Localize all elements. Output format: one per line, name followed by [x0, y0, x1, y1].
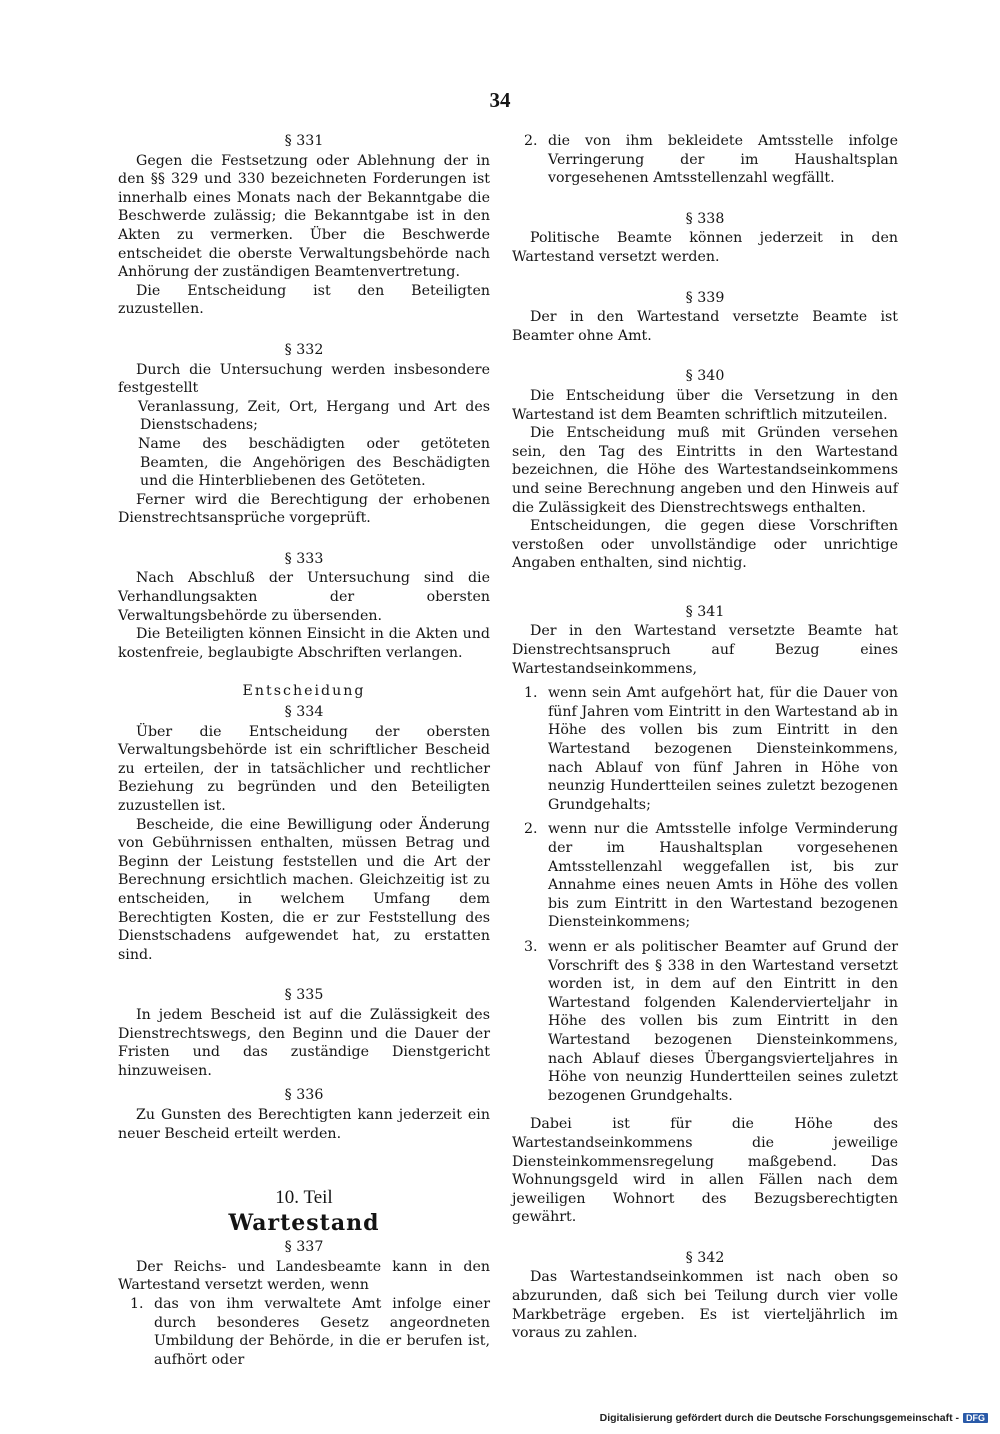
list-item: [512, 938, 898, 1105]
item-number: 2.: [524, 821, 538, 838]
paragraph: Durch die Untersuchung werden insbesondere festgestellt: [118, 361, 490, 397]
section-heading: § 339: [685, 289, 725, 306]
list-item: Veranlassung, Zeit, Ort, Hergang und Art des Dienstschadens;: [138, 398, 490, 434]
paragraph: Der in den Wartestand versetzte Beamte hat Dienstrechtsanspruch auf Bezug eines Wartestandseinkommens,: [512, 623, 898, 677]
section-342: [512, 1249, 898, 1343]
section-heading: § 331: [284, 133, 324, 149]
section-335: [118, 986, 490, 1080]
paragraph: Bescheide, die eine Bewilligung oder Änderung von Gebührnissen enthalten, müssen Betrag und Beginn der Leistung feststellen und die Art der Berechnung ersichtlich machen. Gleichzeitig ist zu entscheiden, in welchem Umfang dem Berechtigten Kosten, die er zur Feststellung des Dienstschadens aufgewendet hat, zu erstatten sind.: [118, 816, 490, 963]
digitization-credit: [600, 1412, 988, 1424]
paragraph: Ferner wird die Berechtigung der erhobenen Dienstrechtsansprüche vorgeprüft.: [118, 491, 490, 527]
list-item: [512, 820, 898, 932]
paragraph: Zu Gunsten des Berechtigten kann jederzeit ein neuer Bescheid erteilt werden.: [118, 1106, 490, 1142]
paragraph: In jedem Bescheid ist auf die Zulässigkeit des Dienstrechtswegs, den Beginn und die Dauer der Fristen und das zuständige Dienstgericht hinzuweisen.: [118, 1006, 490, 1079]
list-item: Name des beschädigten oder getöteten Beamten, die Angehörigen des Beschädigten und die Hinterbliebenen des Getöteten.: [138, 435, 490, 490]
item-text: wenn sein Amt aufgehört hat, für die Dauer von fünf Jahren vom Eintritt in den Wartestand ab in Höhe des vollen bis zum Eintritt in den Wartestand bezogenen Diensteinkommens, nach Ablauf von fünf Jahren in Höhe von neunzig Hundertteilen seines zuletzt bezogenen Grundgehalts;: [548, 685, 898, 813]
section-heading: § 341: [685, 603, 725, 620]
section-340: [512, 367, 898, 573]
section-heading: § 342: [685, 1249, 725, 1266]
section-338: [512, 210, 898, 267]
item-number: 2.: [524, 133, 538, 149]
section-334: [118, 703, 490, 964]
subheading-entscheidung: Entscheidung: [242, 683, 366, 700]
paragraph: Die Entscheidung muß mit Gründen versehen sein, den Tag des Eintritts in den Wartestand bezeichnen, die Höhe des Wartestandseinkommens und seine Berechnung angeben und den Hinweis auf die Zulässigkeit des Dienstrechtswegs enthalten.: [512, 425, 898, 516]
list-item: [118, 1295, 490, 1369]
item-number: 1.: [524, 685, 538, 702]
list-item: [512, 132, 898, 188]
paragraph: Nach Abschluß der Untersuchung sind die Verhandlungsakten der obersten Verwaltungsbehörde zu übersenden.: [118, 570, 490, 624]
paragraph: Die Beteiligten können Einsicht in die Akten und kostenfreie, beglaubigte Abschriften verlangen.: [118, 626, 490, 661]
item-text: wenn nur die Amtsstelle infolge Verminderung der im Haushaltsplan vorgesehenen Amtsstellenzahl weggefallen ist, bis zur Annahme eines neuen Amts in Höhe des vollen bis zum Eintritt in den Wartestand bezogenen Diensteinkommens;: [548, 821, 898, 931]
section-333: [118, 550, 490, 663]
section-331: [118, 132, 490, 319]
section-heading: § 332: [284, 341, 324, 358]
section-heading: § 333: [284, 550, 324, 567]
section-heading: § 335: [284, 987, 324, 1004]
section-heading: § 334: [284, 704, 324, 721]
section-341: [512, 603, 898, 1227]
numbered-list: [512, 132, 898, 188]
part-title: Wartestand: [228, 1209, 380, 1236]
section-332: [118, 341, 490, 528]
part-number: 10. Teil: [275, 1187, 333, 1209]
paragraph: Über die Entscheidung der obersten Verwaltungsbehörde ist ein schriftlicher Bescheid zu erteilen, der in tatsächlicher und rechtlicher Beziehung zu begründen und den Beteiligten zuzustellen ist.: [118, 723, 490, 814]
section-336: [118, 1086, 490, 1143]
section-heading: § 338: [685, 210, 725, 227]
left-column: [118, 132, 490, 1375]
item-number: 1.: [130, 1296, 144, 1313]
section-heading: § 340: [685, 368, 725, 385]
paragraph: Der in den Wartestand versetzte Beamte ist Beamter ohne Amt.: [512, 309, 898, 344]
section-heading: § 336: [284, 1087, 324, 1104]
paragraph: Entscheidungen, die gegen diese Vorschriften verstoßen oder unvollständige oder unrichtige Angaben enthalten, sind nichtig.: [512, 518, 898, 572]
dfg-logo-icon: DFG: [963, 1413, 988, 1423]
credit-text: Digitalisierung gefördert durch die Deutsche Forschungsgemeinschaft -: [599, 1412, 959, 1424]
numbered-list: [512, 684, 898, 1105]
right-column: [512, 132, 898, 1343]
paragraph: Der Reichs- und Landesbeamte kann in den Wartestand versetzt werden, wenn: [118, 1258, 490, 1294]
item-text: die von ihm bekleidete Amtsstelle infolge Verringerung der im Haushaltsplan vorgesehenen Amtsstellenzahl wegfällt.: [548, 133, 898, 187]
numbered-list: [118, 1295, 490, 1369]
section-337: [118, 1238, 490, 1369]
item-number: 3.: [524, 938, 538, 955]
section-heading: § 337: [284, 1239, 324, 1256]
paragraph: Das Wartestandseinkommen ist nach oben so abzurunden, daß sich bei Teilung durch vier volle Markbeträge ergeben. Es ist vierteljährlich im voraus zu zahlen.: [512, 1269, 898, 1342]
paragraph: Gegen die Festsetzung oder Ablehnung der in den §§ 329 und 330 bezeichneten Forderungen ist innerhalb eines Monats nach der Bekanntgabe die Beschwerde zulässig; die Bekanntgabe ist in den Akten zu vermerken. Über die Beschwerde entscheidet die oberste Verwaltungsbehörde nach Anhörung der zuständigen Beamtenvertretung.: [118, 152, 490, 281]
paragraph: Dabei ist für die Höhe des Wartestandseinkommens die jeweilige Diensteinkommensregelung maßgebend. Das Wohnungsgeld wird in allen Fällen nach dem jeweiligen Wohnort des Bezugsberechtigten gewährt.: [512, 1116, 898, 1226]
page-number: 34: [489, 88, 511, 112]
item-text: das von ihm verwaltete Amt infolge einer durch besonderes Gesetz angeordneten Umbildung der Behörde, in die er berufen ist, aufhört oder: [154, 1296, 490, 1368]
paragraph: Politische Beamte können jederzeit in den Wartestand versetzt werden.: [512, 230, 898, 265]
list-item: [512, 684, 898, 814]
item-text: wenn er als politischer Beamter auf Grund der Vorschrift des § 338 in den Wartestand versetzt worden ist, in dem auf den Eintritt in den Wartestand folgenden Kalendervierteljahr in Höhe des vollen bis zum Eintritt in den Wartestand bezogenen Diensteinkommens, nach Ablauf dieses Übergangsvierteljahres in Höhe von neunzig Hundertteilen seines zuletzt bezogenen Grundgehalts.: [548, 938, 898, 1104]
section-339: [512, 289, 898, 346]
paragraph: Die Entscheidung über die Versetzung in den Wartestand ist dem Beamten schriftlich mitzuteilen.: [512, 387, 898, 423]
paragraph: Die Entscheidung ist den Beteiligten zuzustellen.: [118, 282, 490, 318]
